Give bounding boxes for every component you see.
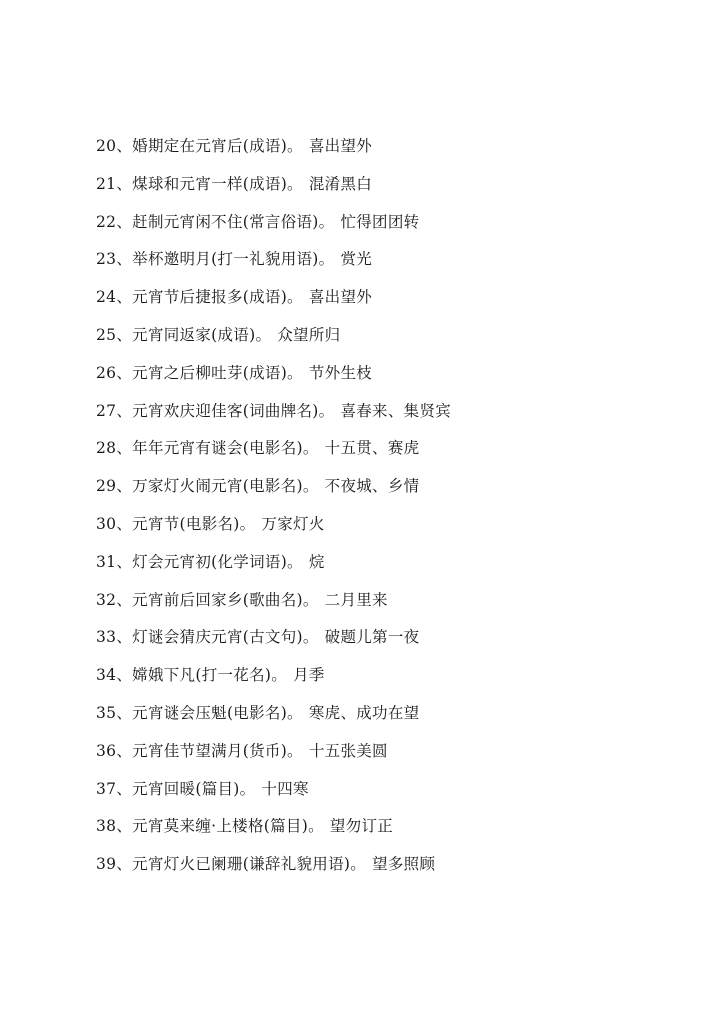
riddle-question: 万家灯火闹元宵(电影名)	[132, 477, 303, 496]
riddle-item	[96, 436, 451, 474]
riddle-item	[96, 625, 451, 663]
riddle-question: 元宵灯火已阑珊(谦辞礼貌用语)	[132, 855, 351, 874]
riddle-answer: 万家灯火	[261, 514, 325, 533]
riddle-question: 煤球和元宵一样(成语)	[132, 174, 288, 193]
riddle-separator: 、	[116, 552, 133, 571]
riddle-question: 元宵回暖(篇目)	[132, 779, 240, 798]
riddle-answer: 破题儿第一夜	[324, 628, 420, 647]
riddle-separator: 、	[116, 855, 133, 874]
riddle-item	[96, 399, 451, 437]
riddle-separator: 、	[116, 137, 133, 155]
riddle-question: 年年元宵有谜会(电影名)	[132, 439, 303, 458]
riddle-question: 元宵前后回家乡(歌曲名)	[132, 590, 303, 609]
riddle-separator: 、	[116, 401, 133, 420]
riddle-item	[96, 361, 451, 399]
riddle-period: 。	[287, 552, 303, 571]
riddle-item	[96, 512, 451, 550]
riddle-item	[96, 134, 451, 172]
riddle-question: 举杯邀明月(打一礼貌用语)	[132, 250, 319, 269]
riddle-period: 。	[318, 212, 335, 231]
riddle-item	[96, 210, 451, 248]
riddle-item	[96, 172, 451, 210]
riddle-number: 32	[96, 590, 117, 609]
riddle-number: 33	[96, 628, 117, 647]
riddle-number: 36	[96, 741, 117, 760]
riddle-answer: 混淆黑白	[308, 174, 373, 193]
riddle-number: 38	[96, 817, 117, 836]
riddle-number: 22	[96, 212, 117, 231]
riddle-number: 27	[96, 401, 117, 420]
riddle-separator: 、	[116, 174, 133, 193]
riddle-item	[96, 814, 451, 852]
riddle-number: 25	[96, 325, 117, 344]
riddle-separator: 、	[116, 514, 133, 533]
riddle-item	[96, 285, 451, 323]
riddle-period: 。	[318, 401, 335, 420]
riddle-separator: 、	[116, 666, 133, 685]
riddle-answer: 众望所归	[277, 325, 341, 344]
riddle-answer: 月季	[293, 666, 325, 685]
riddle-answer: 节外生枝	[308, 363, 373, 382]
riddle-separator: 、	[116, 741, 133, 760]
riddle-number: 37	[96, 779, 117, 798]
riddle-number: 24	[96, 288, 117, 307]
riddle-separator: 、	[116, 439, 133, 458]
riddle-question: 赶制元宵闲不住(常言俗语)	[132, 212, 319, 231]
riddle-period: 。	[287, 741, 303, 760]
riddle-question: 灯会元宵初(化学词语)	[132, 552, 288, 571]
riddle-separator: 、	[116, 250, 133, 269]
riddle-answer: 望多照顾	[372, 855, 436, 874]
riddle-period: 。	[287, 703, 303, 722]
riddle-question: 元宵莫来缠·上楼格(篇目)	[132, 817, 309, 836]
riddle-separator: 、	[116, 212, 133, 231]
riddle-item	[96, 777, 451, 815]
riddle-period: 。	[271, 666, 288, 685]
riddle-item	[96, 663, 451, 701]
riddle-period: 。	[318, 250, 335, 269]
riddle-answer: 二月里来	[324, 590, 388, 609]
riddle-question: 元宵欢庆迎佳客(词曲牌名)	[132, 401, 319, 420]
riddle-item	[96, 701, 451, 739]
riddle-answer: 赏光	[340, 250, 373, 269]
riddle-answer: 十五张美圆	[308, 741, 388, 760]
riddle-period: 。	[308, 817, 324, 836]
riddle-period: 。	[255, 325, 272, 344]
riddle-period: 。	[287, 174, 303, 193]
riddle-item	[96, 588, 451, 626]
riddle-answer: 十五贯、赛虎	[324, 439, 420, 458]
riddle-number: 30	[96, 514, 117, 533]
riddle-item	[96, 247, 451, 285]
riddle-number: 21	[96, 174, 117, 193]
riddle-period: 。	[302, 628, 319, 647]
riddle-number: 23	[96, 250, 117, 269]
riddle-question: 元宵佳节望满月(货币)	[132, 741, 288, 760]
riddle-number: 29	[96, 477, 117, 496]
riddle-number: 35	[96, 703, 117, 722]
riddle-question: 婚期定在元宵后(成语)	[132, 137, 288, 155]
riddle-question: 元宵之后柳吐芽(成语)	[132, 363, 288, 382]
riddle-answer: 十四寒	[261, 779, 309, 798]
riddle-answer: 喜出望外	[308, 288, 373, 307]
riddle-number: 28	[96, 439, 117, 458]
riddle-period: 。	[302, 439, 319, 458]
riddle-separator: 、	[116, 325, 133, 344]
riddle-period: 。	[239, 514, 256, 533]
riddle-answer: 不夜城、乡情	[324, 477, 420, 496]
riddle-period: 。	[350, 855, 367, 874]
riddle-question: 元宵同返家(成语)	[132, 325, 256, 344]
riddle-separator: 、	[116, 703, 133, 722]
riddle-item	[96, 474, 451, 512]
riddle-number: 26	[96, 363, 117, 382]
riddle-period: 。	[287, 137, 303, 155]
riddle-separator: 、	[116, 817, 133, 836]
riddle-period: 。	[239, 779, 256, 798]
riddle-list	[96, 134, 451, 890]
riddle-number: 39	[96, 855, 117, 874]
riddle-item	[96, 323, 451, 361]
riddle-separator: 、	[116, 628, 133, 647]
riddle-separator: 、	[116, 288, 133, 307]
riddle-period: 。	[302, 590, 319, 609]
riddle-question: 元宵谜会压魁(电影名)	[132, 703, 288, 722]
riddle-answer: 喜春来、集贤宾	[340, 401, 452, 420]
riddle-answer: 望勿订正	[329, 817, 394, 836]
riddle-period: 。	[302, 477, 319, 496]
riddle-answer: 喜出望外	[308, 137, 373, 155]
riddle-item	[96, 550, 451, 588]
riddle-number: 20	[96, 137, 117, 155]
riddle-answer: 寒虎、成功在望	[308, 703, 420, 722]
riddle-period: 。	[287, 363, 303, 382]
riddle-number: 34	[96, 666, 117, 685]
riddle-answer: 烷	[308, 552, 325, 571]
riddle-number: 31	[96, 552, 117, 571]
riddle-question: 元宵节(电影名)	[132, 514, 240, 533]
riddle-separator: 、	[116, 590, 133, 609]
riddle-separator: 、	[116, 779, 133, 798]
riddle-separator: 、	[116, 363, 133, 382]
riddle-answer: 忙得团团转	[340, 212, 420, 231]
riddle-question: 元宵节后捷报多(成语)	[132, 288, 288, 307]
riddle-item	[96, 739, 451, 777]
riddle-item	[96, 852, 451, 890]
riddle-period: 。	[287, 288, 303, 307]
riddle-separator: 、	[116, 477, 133, 496]
riddle-question: 灯谜会猜庆元宵(古文句)	[132, 628, 303, 647]
riddle-question: 嫦娥下凡(打一花名)	[132, 666, 272, 685]
